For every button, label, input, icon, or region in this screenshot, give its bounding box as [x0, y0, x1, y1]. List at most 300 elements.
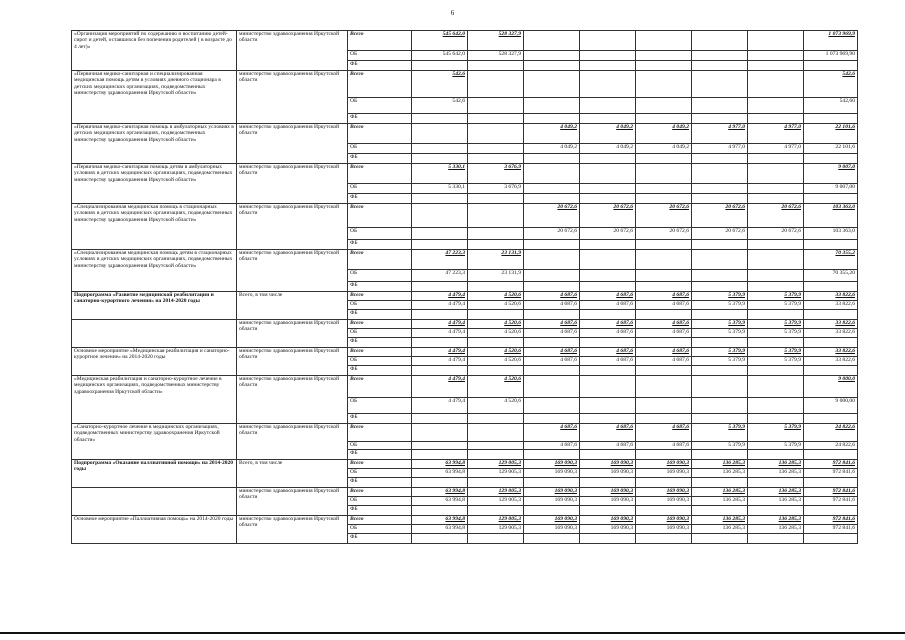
- year-amount-cell: 4 687,6: [524, 292, 580, 301]
- year-amount-cell: [580, 310, 636, 320]
- year-amount-cell: 63 994,8: [412, 516, 468, 525]
- program-name-cell: Основное мероприятие «Медицинская реабилитация и санаторно-курортное лечение» на 2014-2020 годы: [72, 348, 237, 376]
- funding-source-cell: ОБ: [348, 525, 412, 534]
- year-amount-cell: 20 672,6: [524, 204, 580, 228]
- program-name-cell: «Специализированная медицинская помощь детям в стационарных условиях в детских медицинских организациях, подведомственных министерству здравоохранения Иркутской области»: [72, 250, 237, 292]
- funding-source-cell: ОБ: [348, 144, 412, 154]
- funding-source-cell: ОБ: [348, 301, 412, 310]
- year-amount-cell: [580, 31, 636, 51]
- funding-source-cell: ФБ: [348, 61, 412, 71]
- year-amount-cell: [468, 114, 524, 124]
- year-amount-cell: [468, 61, 524, 71]
- year-amount-cell: [748, 114, 804, 124]
- total-amount-cell: [804, 282, 858, 292]
- year-amount-cell: 4 687,6: [524, 301, 580, 310]
- year-amount-cell: 4 687,6: [636, 329, 692, 338]
- year-amount-cell: [580, 250, 636, 270]
- year-amount-cell: [468, 338, 524, 348]
- total-amount-cell: [804, 61, 858, 71]
- total-amount-cell: 9 007,0: [804, 164, 858, 184]
- executor-cell: министерство здравоохранения Иркутской области: [237, 320, 348, 348]
- total-amount-cell: 33 822,6: [804, 329, 858, 338]
- year-amount-cell: [748, 240, 804, 250]
- year-amount-cell: [748, 366, 804, 376]
- funding-source-cell: Всего: [348, 164, 412, 184]
- year-amount-cell: 169 090,3: [524, 488, 580, 497]
- year-amount-cell: [580, 338, 636, 348]
- funding-source-cell: ФБ: [348, 478, 412, 488]
- year-amount-cell: [748, 61, 804, 71]
- year-amount-cell: [692, 240, 748, 250]
- year-amount-cell: 4 977,0: [748, 144, 804, 154]
- funding-source-cell: ОБ: [348, 270, 412, 282]
- year-amount-cell: [692, 154, 748, 164]
- year-amount-cell: 528 327,9: [468, 51, 524, 61]
- funding-source-cell: ФБ: [348, 450, 412, 460]
- total-amount-cell: 972 841,6: [804, 525, 858, 534]
- table-row: [72, 376, 858, 398]
- funding-source-cell: ФБ: [348, 114, 412, 124]
- year-amount-cell: [412, 144, 468, 154]
- funding-source-cell: ОБ: [348, 357, 412, 366]
- year-amount-cell: [412, 61, 468, 71]
- total-amount-cell: [804, 366, 858, 376]
- funding-source-cell: ОБ: [348, 398, 412, 414]
- funding-source-cell: ОБ: [348, 469, 412, 478]
- funding-source-cell: ОБ: [348, 228, 412, 240]
- year-amount-cell: 5 379,9: [692, 301, 748, 310]
- executor-cell: министерство здравоохранения Иркутской области: [237, 376, 348, 424]
- year-amount-cell: 4 687,6: [580, 424, 636, 442]
- year-amount-cell: [748, 250, 804, 270]
- year-amount-cell: [412, 240, 468, 250]
- table-row: [72, 348, 858, 357]
- year-amount-cell: [524, 414, 580, 424]
- year-amount-cell: [636, 414, 692, 424]
- year-amount-cell: 169 090,3: [580, 460, 636, 469]
- funding-source-cell: Всего: [348, 204, 412, 228]
- year-amount-cell: [468, 534, 524, 544]
- year-amount-cell: 136 285,3: [748, 497, 804, 506]
- year-amount-cell: 5 379,9: [748, 301, 804, 310]
- year-amount-cell: 4 687,6: [580, 329, 636, 338]
- total-amount-cell: 972 841,6: [804, 460, 858, 469]
- year-amount-cell: [636, 164, 692, 184]
- year-amount-cell: 4 049,2: [524, 124, 580, 144]
- year-amount-cell: 136 285,3: [748, 516, 804, 525]
- year-amount-cell: [636, 31, 692, 51]
- year-amount-cell: [636, 270, 692, 282]
- year-amount-cell: [524, 282, 580, 292]
- year-amount-cell: [524, 478, 580, 488]
- year-amount-cell: [468, 478, 524, 488]
- total-amount-cell: [804, 506, 858, 516]
- year-amount-cell: [412, 450, 468, 460]
- year-amount-cell: [692, 31, 748, 51]
- year-amount-cell: [692, 282, 748, 292]
- year-amount-cell: 5 379,9: [692, 357, 748, 366]
- year-amount-cell: 20 672,6: [580, 228, 636, 240]
- year-amount-cell: [636, 240, 692, 250]
- year-amount-cell: [580, 282, 636, 292]
- year-amount-cell: [524, 310, 580, 320]
- year-amount-cell: [692, 366, 748, 376]
- year-amount-cell: 4 049,2: [636, 144, 692, 154]
- year-amount-cell: [524, 450, 580, 460]
- year-amount-cell: [412, 310, 468, 320]
- year-amount-cell: [636, 376, 692, 398]
- year-amount-cell: [580, 506, 636, 516]
- year-amount-cell: [412, 414, 468, 424]
- year-amount-cell: 4 479,4: [412, 348, 468, 357]
- funding-source-cell: ФБ: [348, 194, 412, 204]
- year-amount-cell: [412, 204, 468, 228]
- total-amount-cell: 1 073 969,90: [804, 51, 858, 61]
- year-amount-cell: [748, 414, 804, 424]
- year-amount-cell: 545 642,0: [412, 31, 468, 51]
- year-amount-cell: 4 687,6: [636, 348, 692, 357]
- program-name-cell: «Организация мероприятий по содержанию и воспитанию детей-сирот и детей, оставшихся без попечения родителей ( в возрасте до 4 лет)»: [72, 31, 237, 71]
- year-amount-cell: [692, 184, 748, 194]
- year-amount-cell: 129 005,3: [468, 525, 524, 534]
- year-amount-cell: 4 479,4: [412, 329, 468, 338]
- total-amount-cell: 22 101,6: [804, 124, 858, 144]
- table-row: [72, 124, 858, 144]
- year-amount-cell: [468, 204, 524, 228]
- total-amount-cell: 22 101,6: [804, 144, 858, 154]
- year-amount-cell: [636, 506, 692, 516]
- year-amount-cell: [524, 366, 580, 376]
- year-amount-cell: [412, 228, 468, 240]
- year-amount-cell: 542,6: [412, 71, 468, 98]
- year-amount-cell: [692, 414, 748, 424]
- year-amount-cell: [412, 194, 468, 204]
- total-amount-cell: 9 000,0: [804, 376, 858, 398]
- table-row: [72, 71, 858, 98]
- year-amount-cell: [580, 71, 636, 98]
- year-amount-cell: [524, 71, 580, 98]
- year-amount-cell: 4 520,6: [468, 301, 524, 310]
- year-amount-cell: 169 090,3: [524, 497, 580, 506]
- year-amount-cell: [692, 338, 748, 348]
- year-amount-cell: [580, 534, 636, 544]
- year-amount-cell: [524, 31, 580, 51]
- year-amount-cell: [692, 61, 748, 71]
- year-amount-cell: 136 285,3: [692, 488, 748, 497]
- year-amount-cell: 4 520,6: [468, 329, 524, 338]
- year-amount-cell: 4 687,6: [580, 442, 636, 450]
- year-amount-cell: [748, 282, 804, 292]
- year-amount-cell: 4 049,2: [524, 144, 580, 154]
- year-amount-cell: 4 687,6: [636, 320, 692, 329]
- year-amount-cell: [748, 310, 804, 320]
- year-amount-cell: 20 672,6: [636, 204, 692, 228]
- year-amount-cell: [692, 270, 748, 282]
- total-amount-cell: [804, 450, 858, 460]
- year-amount-cell: [468, 424, 524, 442]
- year-amount-cell: 20 672,6: [692, 228, 748, 240]
- year-amount-cell: [412, 506, 468, 516]
- year-amount-cell: [636, 114, 692, 124]
- year-amount-cell: [748, 71, 804, 98]
- year-amount-cell: 136 285,3: [748, 488, 804, 497]
- year-amount-cell: 63 994,8: [412, 488, 468, 497]
- year-amount-cell: [748, 450, 804, 460]
- year-amount-cell: 4 687,6: [524, 442, 580, 450]
- year-amount-cell: 169 090,3: [636, 469, 692, 478]
- year-amount-cell: [748, 194, 804, 204]
- year-amount-cell: [524, 270, 580, 282]
- year-amount-cell: [524, 51, 580, 61]
- year-amount-cell: [412, 338, 468, 348]
- year-amount-cell: 136 285,3: [748, 460, 804, 469]
- table-row: [72, 164, 858, 184]
- year-amount-cell: 4 520,6: [468, 348, 524, 357]
- program-name-cell: [72, 488, 237, 516]
- funding-source-cell: Всего: [348, 424, 412, 442]
- year-amount-cell: [692, 450, 748, 460]
- year-amount-cell: [468, 414, 524, 424]
- year-amount-cell: [412, 114, 468, 124]
- total-amount-cell: 24 822,6: [804, 424, 858, 442]
- year-amount-cell: [580, 61, 636, 71]
- year-amount-cell: [412, 534, 468, 544]
- year-amount-cell: 47 223,3: [412, 250, 468, 270]
- year-amount-cell: [748, 376, 804, 398]
- year-amount-cell: [524, 338, 580, 348]
- year-amount-cell: [748, 270, 804, 282]
- year-amount-cell: [468, 154, 524, 164]
- year-amount-cell: [636, 61, 692, 71]
- year-amount-cell: [636, 194, 692, 204]
- year-amount-cell: 5 379,9: [692, 424, 748, 442]
- year-amount-cell: 4 687,6: [524, 424, 580, 442]
- program-name-cell: «Первичная медико-санитарная помощь в амбулаторных условиях в детских медицинских организациях, подведомственных министерству здравоохранения Иркутской области»: [72, 124, 237, 164]
- funding-source-cell: Всего: [348, 348, 412, 357]
- year-amount-cell: 5 330,1: [412, 164, 468, 184]
- year-amount-cell: 5 379,9: [748, 442, 804, 450]
- year-amount-cell: 4 479,4: [412, 376, 468, 398]
- total-amount-cell: 103 363,0: [804, 204, 858, 228]
- year-amount-cell: [692, 478, 748, 488]
- year-amount-cell: [580, 398, 636, 414]
- total-amount-cell: [804, 240, 858, 250]
- year-amount-cell: 4 687,6: [636, 357, 692, 366]
- total-amount-cell: [804, 414, 858, 424]
- year-amount-cell: 4 687,6: [524, 320, 580, 329]
- year-amount-cell: [748, 478, 804, 488]
- year-amount-cell: 3 676,9: [468, 164, 524, 184]
- year-amount-cell: [580, 154, 636, 164]
- year-amount-cell: [580, 194, 636, 204]
- year-amount-cell: 4 479,4: [412, 398, 468, 414]
- executor-cell: министерство здравоохранения Иркутской области: [237, 71, 348, 124]
- year-amount-cell: 63 994,8: [412, 460, 468, 469]
- year-amount-cell: [412, 366, 468, 376]
- year-amount-cell: 20 672,6: [580, 204, 636, 228]
- year-amount-cell: 136 285,3: [692, 469, 748, 478]
- table-body: [72, 31, 858, 544]
- total-amount-cell: 542,60: [804, 98, 858, 114]
- year-amount-cell: 5 379,9: [692, 320, 748, 329]
- year-amount-cell: [636, 71, 692, 98]
- year-amount-cell: 5 379,9: [748, 292, 804, 301]
- program-name-cell: Подпрограмма «Оказание паллиативной помощи» на 2014-2020 годы: [72, 460, 237, 488]
- total-amount-cell: 542,6: [804, 71, 858, 98]
- total-amount-cell: 972 841,6: [804, 488, 858, 497]
- year-amount-cell: 5 379,9: [692, 348, 748, 357]
- year-amount-cell: 129 005,3: [468, 516, 524, 525]
- total-amount-cell: 33 822,6: [804, 320, 858, 329]
- year-amount-cell: [468, 366, 524, 376]
- year-amount-cell: [468, 124, 524, 144]
- year-amount-cell: 4 520,6: [468, 376, 524, 398]
- year-amount-cell: 169 090,3: [524, 469, 580, 478]
- year-amount-cell: [636, 478, 692, 488]
- total-amount-cell: 33 822,6: [804, 348, 858, 357]
- year-amount-cell: 47 223,3: [412, 270, 468, 282]
- year-amount-cell: 4 977,0: [692, 144, 748, 154]
- total-amount-cell: 103 363,0: [804, 228, 858, 240]
- year-amount-cell: 169 090,3: [636, 516, 692, 525]
- year-amount-cell: [580, 450, 636, 460]
- funding-source-cell: ОБ: [348, 442, 412, 450]
- year-amount-cell: [412, 478, 468, 488]
- year-amount-cell: [636, 310, 692, 320]
- total-amount-cell: 33 822,6: [804, 292, 858, 301]
- year-amount-cell: 63 994,8: [412, 469, 468, 478]
- year-amount-cell: [580, 414, 636, 424]
- bottom-rule: [0, 632, 905, 634]
- year-amount-cell: 4 687,6: [580, 320, 636, 329]
- funding-source-cell: Всего: [348, 460, 412, 469]
- total-amount-cell: 33 822,6: [804, 357, 858, 366]
- executor-cell: министерство здравоохранения Иркутской области: [237, 516, 348, 544]
- year-amount-cell: 4 520,6: [468, 398, 524, 414]
- year-amount-cell: [580, 270, 636, 282]
- year-amount-cell: [524, 250, 580, 270]
- year-amount-cell: 4 520,6: [468, 357, 524, 366]
- year-amount-cell: 5 379,9: [748, 320, 804, 329]
- program-name-cell: «Специализированная медицинская помощь в стационарных условиях в детских медицинских организациях, подведомственных министерству здравоохранения Иркутской области»: [72, 204, 237, 250]
- year-amount-cell: 136 285,3: [748, 469, 804, 478]
- year-amount-cell: [580, 164, 636, 184]
- year-amount-cell: 169 090,3: [524, 460, 580, 469]
- year-amount-cell: 169 090,3: [524, 516, 580, 525]
- year-amount-cell: 23 131,9: [468, 250, 524, 270]
- year-amount-cell: [692, 506, 748, 516]
- year-amount-cell: [748, 534, 804, 544]
- year-amount-cell: [468, 194, 524, 204]
- executor-cell: министерство здравоохранения Иркутской области: [237, 250, 348, 292]
- funding-source-cell: Всего: [348, 320, 412, 329]
- year-amount-cell: [748, 31, 804, 51]
- year-amount-cell: 4 049,2: [636, 124, 692, 144]
- funding-source-cell: Всего: [348, 31, 412, 51]
- year-amount-cell: [748, 154, 804, 164]
- budget-table: [71, 30, 858, 544]
- year-amount-cell: [692, 51, 748, 61]
- year-amount-cell: [580, 51, 636, 61]
- year-amount-cell: [692, 114, 748, 124]
- table-row: [72, 460, 858, 469]
- year-amount-cell: [692, 376, 748, 398]
- year-amount-cell: [748, 338, 804, 348]
- year-amount-cell: 136 285,3: [692, 516, 748, 525]
- year-amount-cell: [468, 240, 524, 250]
- executor-cell: министерство здравоохранения Иркутской области: [237, 424, 348, 460]
- year-amount-cell: 23 131,9: [468, 270, 524, 282]
- year-amount-cell: [580, 366, 636, 376]
- total-amount-cell: 972 841,6: [804, 497, 858, 506]
- funding-source-cell: Всего: [348, 488, 412, 497]
- table-row: [72, 424, 858, 442]
- year-amount-cell: 169 090,3: [580, 488, 636, 497]
- year-amount-cell: 528 327,9: [468, 31, 524, 51]
- year-amount-cell: 20 672,6: [636, 228, 692, 240]
- year-amount-cell: 136 285,3: [692, 525, 748, 534]
- year-amount-cell: 4 977,0: [748, 124, 804, 144]
- year-amount-cell: 4 687,6: [524, 329, 580, 338]
- year-amount-cell: [468, 144, 524, 154]
- year-amount-cell: 169 090,3: [636, 525, 692, 534]
- executor-cell: Всего, в том числе: [237, 460, 348, 488]
- year-amount-cell: 169 090,3: [636, 460, 692, 469]
- year-amount-cell: [580, 376, 636, 398]
- year-amount-cell: [636, 398, 692, 414]
- year-amount-cell: [468, 282, 524, 292]
- funding-source-cell: Всего: [348, 124, 412, 144]
- funding-source-cell: ФБ: [348, 506, 412, 516]
- total-amount-cell: 1 073 969,9: [804, 31, 858, 51]
- year-amount-cell: [524, 506, 580, 516]
- year-amount-cell: [468, 442, 524, 450]
- year-amount-cell: 4 479,4: [412, 301, 468, 310]
- total-amount-cell: 70 355,20: [804, 270, 858, 282]
- executor-cell: Всего, в том числе: [237, 292, 348, 320]
- total-amount-cell: 972 841,6: [804, 469, 858, 478]
- year-amount-cell: [692, 194, 748, 204]
- year-amount-cell: 545 642,0: [412, 51, 468, 61]
- year-amount-cell: 4 687,6: [636, 301, 692, 310]
- year-amount-cell: 4 687,6: [636, 442, 692, 450]
- funding-source-cell: ОБ: [348, 184, 412, 194]
- year-amount-cell: [748, 506, 804, 516]
- year-amount-cell: 4 520,6: [468, 292, 524, 301]
- year-amount-cell: [524, 154, 580, 164]
- year-amount-cell: 4 687,6: [636, 292, 692, 301]
- year-amount-cell: [580, 478, 636, 488]
- year-amount-cell: 129 005,3: [468, 497, 524, 506]
- year-amount-cell: 4 687,6: [580, 348, 636, 357]
- year-amount-cell: 5 379,9: [748, 357, 804, 366]
- year-amount-cell: [748, 164, 804, 184]
- year-amount-cell: [524, 114, 580, 124]
- page-number: 6: [450, 9, 455, 17]
- year-amount-cell: 4 520,6: [468, 320, 524, 329]
- year-amount-cell: 4 479,4: [412, 292, 468, 301]
- program-name-cell: Основное мероприятие «Паллиативная помощь» на 2014-2020 годы: [72, 516, 237, 544]
- total-amount-cell: 33 822,6: [804, 301, 858, 310]
- funding-source-cell: ФБ: [348, 338, 412, 348]
- total-amount-cell: 9 007,00: [804, 184, 858, 194]
- year-amount-cell: [412, 424, 468, 442]
- executor-cell: министерство здравоохранения Иркутской области: [237, 124, 348, 164]
- year-amount-cell: [524, 534, 580, 544]
- year-amount-cell: [636, 534, 692, 544]
- executor-cell: министерство здравоохранения Иркутской области: [237, 348, 348, 376]
- total-amount-cell: [804, 338, 858, 348]
